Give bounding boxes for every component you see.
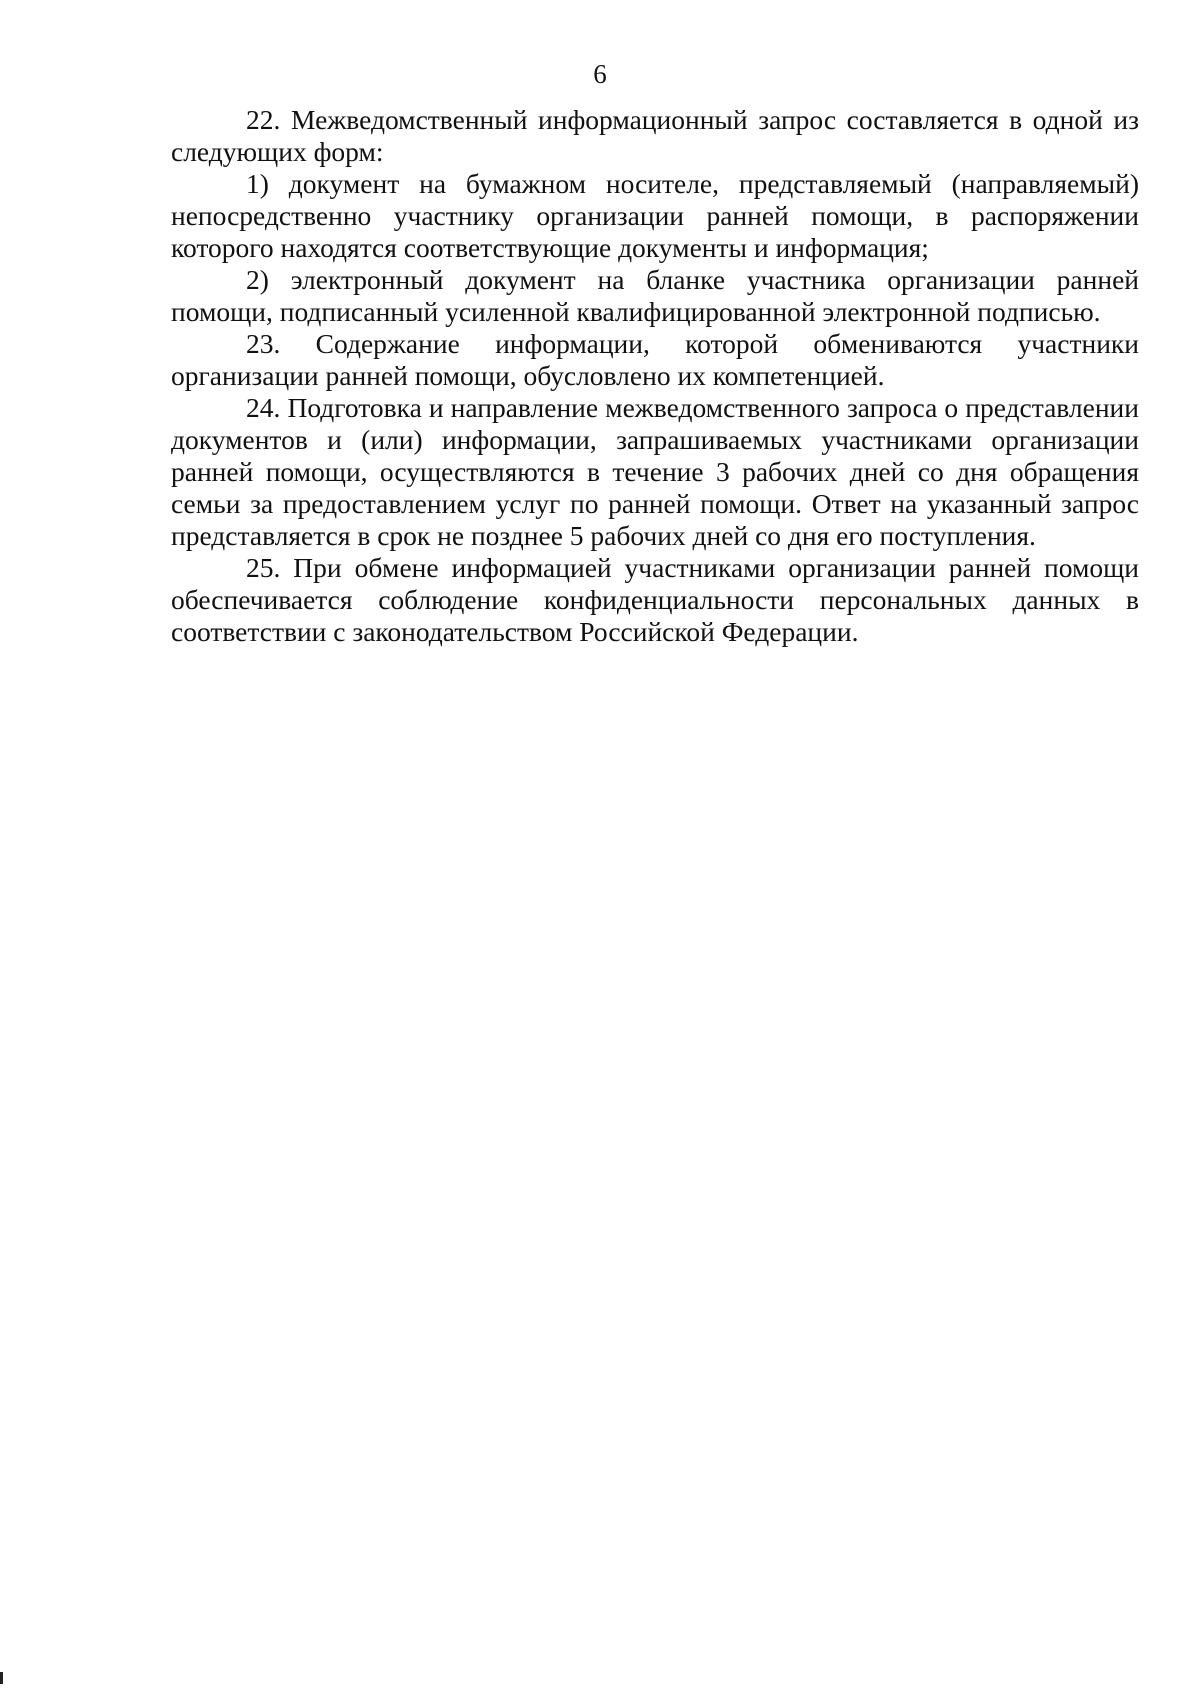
paragraph-22: 22. Межведомственный информационный запрос составляется в одной из следующих форм:	[171, 104, 1139, 167]
paragraph-22-item-2: 2) электронный документ на бланке участника организации ранней помощи, подписанный усиленной квалифицированной электронной подписью.	[171, 264, 1139, 327]
scan-edge-mark	[0, 1672, 3, 1684]
document-body	[171, 104, 1139, 648]
page-number: 6	[593, 59, 607, 89]
paragraph-25: 25. При обмене информацией участниками организации ранней помощи обеспечивается соблюдение конфиденциальности персональных данных в соответствии с законодательством Российской Федерации.	[171, 552, 1139, 647]
paragraph-22-item-1: 1) документ на бумажном носителе, представляемый (направляемый) непосредственно участнику организации ранней помощи, в распоряжении которого находятся соответствующие документы и информация;	[171, 168, 1139, 263]
paragraph-24: 24. Подготовка и направление межведомственного запроса о представлении документов и (или) информации, запрашиваемых участниками организации ранней помощи, осуществляются в течение 3 рабочих дней со дня обращения семьи за предоставлением услуг по ранней помощи. Ответ на указанный запрос представляется в срок не позднее 5 рабочих дней со дня его поступления.	[171, 392, 1139, 551]
paragraph-23: 23. Содержание информации, которой обмениваются участники организации ранней помощи, обусловлено их компетенцией.	[171, 328, 1139, 391]
